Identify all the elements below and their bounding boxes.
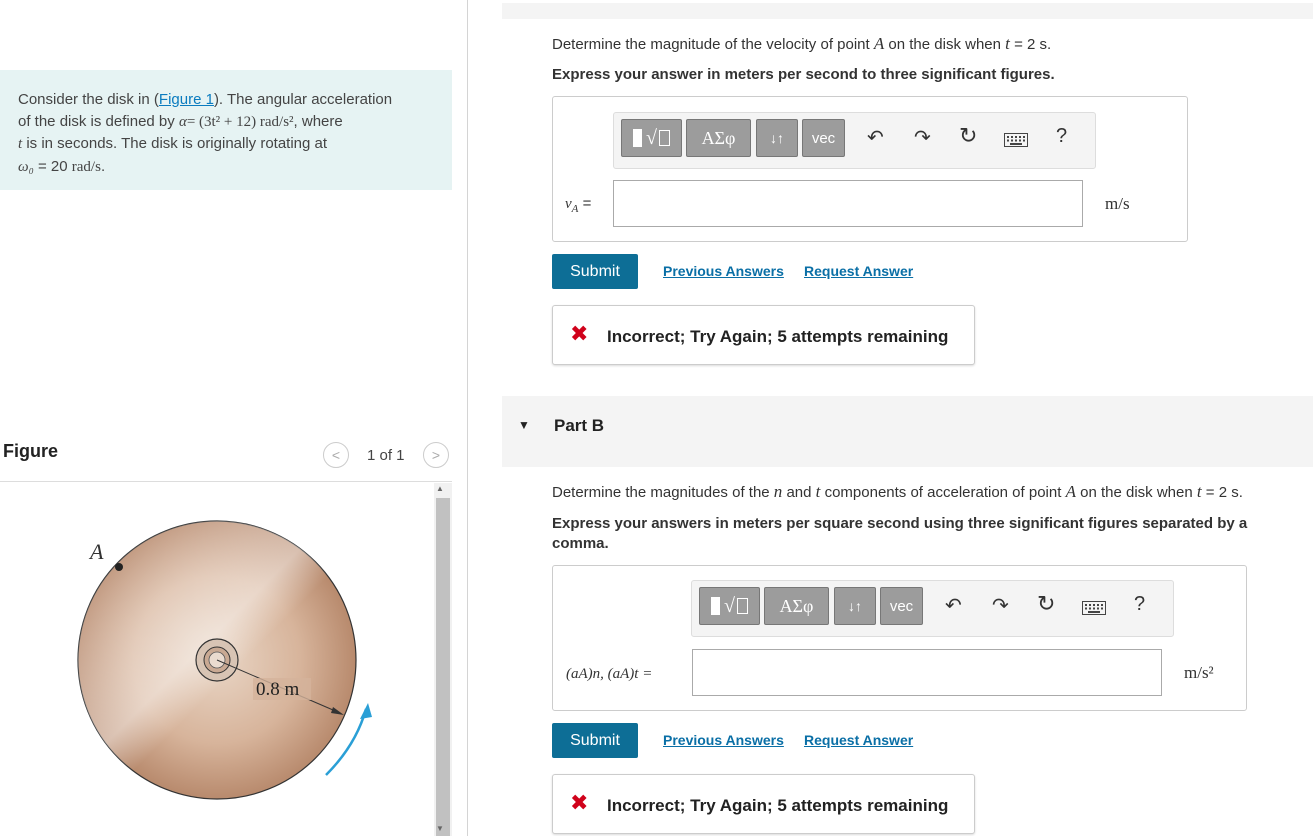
part-a-feedback-text: Incorrect; Try Again; 5 attempts remaining	[607, 327, 949, 346]
greek-symbols-button[interactable]: ΑΣφ	[686, 119, 751, 157]
collapse-icon[interactable]: ▼	[518, 418, 530, 432]
chevron-right-icon: >	[431, 447, 441, 463]
undo-icon[interactable]: ↶	[867, 127, 884, 149]
undo-icon[interactable]: ↶	[945, 595, 962, 617]
redo-icon[interactable]: ↷	[914, 127, 931, 149]
scroll-down-icon[interactable]: ▼	[436, 824, 444, 833]
templates-button[interactable]: √	[699, 587, 760, 625]
rotation-arrowhead	[360, 703, 372, 719]
chevron-left-icon: <	[331, 447, 341, 463]
figure-link[interactable]: Figure 1	[158, 91, 214, 108]
vector-button[interactable]: vec	[880, 587, 923, 625]
part-a-instructions: Express your answer in meters per second to three significant figures.	[552, 66, 1055, 83]
part-b-instructions-line1: Express your answers in meters per square second using three significant figures separated by a	[552, 515, 1248, 532]
part-b-title: Part B	[554, 416, 605, 435]
subscript-superscript-button[interactable]: ↓↑	[756, 119, 798, 157]
help-icon[interactable]: ?	[1056, 125, 1068, 147]
part-b-question: Determine the magnitudes of the n and t components of acceleration of point A on the disk when t = 2 s.	[552, 482, 1243, 501]
error-icon: ✖	[570, 790, 589, 815]
part-a-previous-answers-link[interactable]: Previous Answers	[663, 263, 784, 279]
templates-button[interactable]: √	[621, 119, 682, 157]
problem-statement	[0, 70, 452, 190]
reset-icon[interactable]: ↻	[959, 123, 978, 148]
redo-icon[interactable]: ↷	[992, 595, 1009, 617]
part-b-answer-input[interactable]	[692, 649, 1162, 696]
figure-title: Figure	[3, 441, 59, 461]
subscript-superscript-button[interactable]: ↓↑	[834, 587, 876, 625]
part-b-input-label: (aA)n, (aA)t =	[566, 666, 653, 682]
part-b-header[interactable]	[502, 396, 1313, 467]
greek-symbols-button[interactable]: ΑΣφ	[764, 587, 829, 625]
part-b-request-answer-link[interactable]: Request Answer	[804, 732, 914, 748]
panel-divider	[467, 0, 468, 836]
part-b-instructions-line2: comma.	[552, 535, 609, 552]
part-a-question: Determine the magnitude of the velocity of point A on the disk when t = 2 s.	[552, 34, 1052, 53]
disk-figure	[0, 483, 434, 836]
scroll-up-icon[interactable]: ▲	[436, 484, 444, 493]
part-b-unit: m/s²	[1184, 663, 1214, 682]
figure-prev-button[interactable]	[323, 442, 349, 468]
part-a-unit: m/s	[1105, 194, 1130, 213]
part-a-request-answer-link[interactable]: Request Answer	[804, 263, 914, 279]
part-b-feedback	[552, 774, 975, 834]
figure-separator	[0, 481, 452, 482]
part-a-answer-input[interactable]	[613, 180, 1083, 227]
figure-next-button[interactable]	[423, 442, 449, 468]
part-a-answer-box	[552, 96, 1188, 242]
template-icon	[711, 597, 720, 615]
keyboard-icon[interactable]	[1004, 130, 1028, 153]
keyboard-icon[interactable]	[1082, 598, 1106, 621]
part-b-math-toolbar	[691, 580, 1174, 637]
part-b-feedback-text: Incorrect; Try Again; 5 attempts remaining	[607, 796, 949, 815]
error-icon: ✖	[570, 321, 589, 346]
reset-icon[interactable]: ↻	[1037, 591, 1056, 616]
figure-scrollbar-thumb[interactable]	[436, 498, 450, 836]
radius-label: 0.8 m	[256, 679, 300, 700]
part-b-previous-answers-link[interactable]: Previous Answers	[663, 732, 784, 748]
alpha-expression: = (3t² + 12) rad/s²	[186, 113, 294, 130]
vector-button[interactable]: vec	[802, 119, 845, 157]
point-A	[115, 563, 123, 571]
part-b-answer-box	[552, 565, 1247, 711]
problem-text: Consider the disk in (Figure 1). The angular acceleration of the disk is defined by α= (3t² + 12) rad/s², where t is in seconds. The disk is originally rotating at ω₀ = 20 rad/s.	[18, 91, 393, 175]
part-a-math-toolbar	[613, 112, 1096, 169]
part-a-header-bar	[502, 3, 1313, 19]
help-icon[interactable]: ?	[1134, 593, 1146, 615]
part-b-submit-button[interactable]: Submit	[552, 723, 638, 758]
template-icon	[633, 129, 642, 147]
part-a-input-label: $v_A$ =	[565, 195, 592, 215]
point-A-label: A	[90, 539, 104, 564]
figure-count: 1 of 1	[367, 447, 405, 464]
part-a-feedback	[552, 305, 975, 365]
part-a-submit-button[interactable]: Submit	[552, 254, 638, 289]
